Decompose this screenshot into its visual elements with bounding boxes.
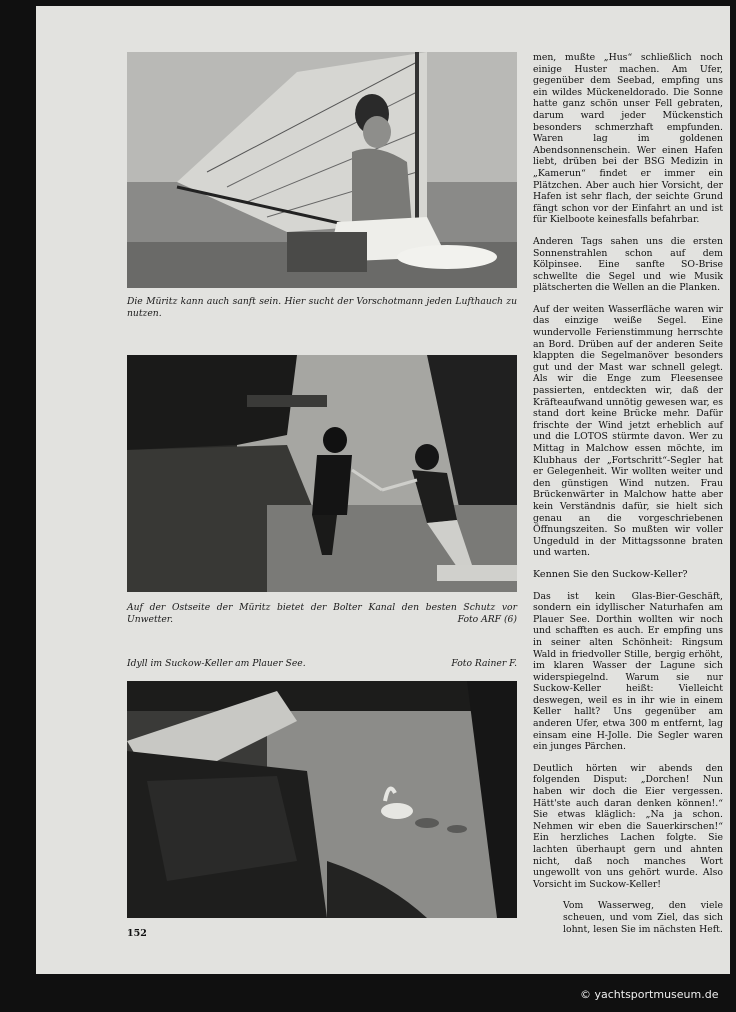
photo-suckow-keller-image [127,681,517,918]
photo-bolter-kanal [127,355,517,592]
photo-bolter-kanal-image [127,355,517,592]
caption-photo-2 [127,602,517,626]
photo-sailor [127,52,517,288]
article-subheading: Kennen Sie den Suckow-Keller? [533,568,688,580]
photo-sailor-image [127,52,517,288]
article-paragraph-1: men, mußte „Hus“ schließlich noch einige Huster machen. Am Ufer, gegenüber dem Seebad, empfing uns ein wildes Mückeneldorado. Die Sonne hatte ganz schön unser Fell gebraten, darum ward jeder Mückenstich besonders schmerzhaft empfunden. Waren lag im goldenen Abendsonnenschein. Wer einen Hafen liebt, drüben bei der BSG Medizin in „Kamerun“ findet er immer ein Plätzchen. Aber auch hier Vorsicht, der Hafen ist sehr flach, der seichte Grund fängt schon vor der Einfahrt an und ist für Kielboote keinesfalls befahrbar. [533,52,723,226]
caption-photo-1-text: Die Müritz kann auch sanft sein. Hier sucht der Vorschotmann jeden Lufthauch zu nutzen. [127,296,517,319]
caption-photo-3 [127,658,517,670]
article-paragraph-3: Auf der weiten Wasserfläche waren wir das einzige weiße Segel. Eine wundervolle Ferienstimmung herrschte an Bord. Drüben auf der anderen Seite klappten die Segelmanöver besonders gut und der Mast war schnell gelegt. Als wir die Enge zum Fleesensee passierten, entdeckten wir, daß der Kräfteaufwand unnötig gewesen war, es stand dort keine Brücke mehr. Dafür frischte der Wind jetzt erheblich auf und die LOTOS stürmte davon. Wer zu Mittag in Malchow essen möchte, im Klubhaus der „Fortschritt“-Segler hat er Gelegenheit. Wir wollten weiter und den günstigen Wind nutzen. Frau Brückenwärter in Malchow hatte aber kein Verständnis dafür, sie hielt sich genau an die vorgeschriebenen Öffnungszeiten. So mußten wir voller Ungeduld in der Mittagssonne braten und warten. [533,303,723,559]
watermark: © yachtsportmuseum.de [580,988,719,1001]
caption-photo-2-credit: Foto ARF (6) [457,614,517,625]
caption-photo-3-credit: Foto Rainer F. [451,658,517,669]
caption-photo-3-text: Idyll im Suckow-Keller am Plauer See. [127,658,306,669]
article-outro: Vom Wasserweg, den viele scheuen, und vom Ziel, das sich lohnt, lesen Sie im nächsten Heft. [563,900,723,935]
page-number: 152 [127,928,147,939]
caption-photo-2-text: Auf der Ostseite der Müritz bietet der Bolter Kanal den besten Schutz vor Unwetter. [127,602,517,625]
caption-photo-1 [127,296,517,320]
article-paragraph-4: Das ist kein Glas-Bier-Geschäft, sondern ein idyllischer Naturhafen am Plauer See. Dorthin wollten wir noch und schafften es auch. Er empfing uns in seiner alten Schönheit: Ringsum Wald in friedvoller Stille, bergig erhöht, im klaren Wasser der Lagune sich widerspiegelnd. Warum sie nur Suckow-Keller heißt: Vielleicht deswegen, weil es in ihr wie in einem Keller hallt? Uns gegenüber am anderen Ufer, etwa 300 m entfernt, lag einsam eine H-Jolle. Die Segler waren ein junges Pärchen. [533,590,723,753]
article-column [533,52,723,945]
article-paragraph-2: Anderen Tags sahen uns die ersten Sonnenstrahlen schon auf dem Kölpinsee. Eine sanfte SO-Brise schwellte die Segel und wie Musik plätscherten die Wellen an die Planken. [533,235,723,294]
article-paragraph-5: Deutlich hörten wir abends den folgenden Disput: „Dorchen! Nun haben wir doch die Eier vergessen. Hätt'ste auch daran denken können!.“ Sie etwas kläglich: „Na ja schon. Nehmen wir eben die Sauerkirschen!“ Ein herzliches Lachen folgte. Sie lachten überhaupt gern und ahnten nicht, daß noch manches Wort ungewollt von uns gehört wurde. Also Vorsicht im Suckow-Keller! [533,762,723,890]
photo-suckow-keller [127,681,517,918]
magazine-page [36,6,730,974]
